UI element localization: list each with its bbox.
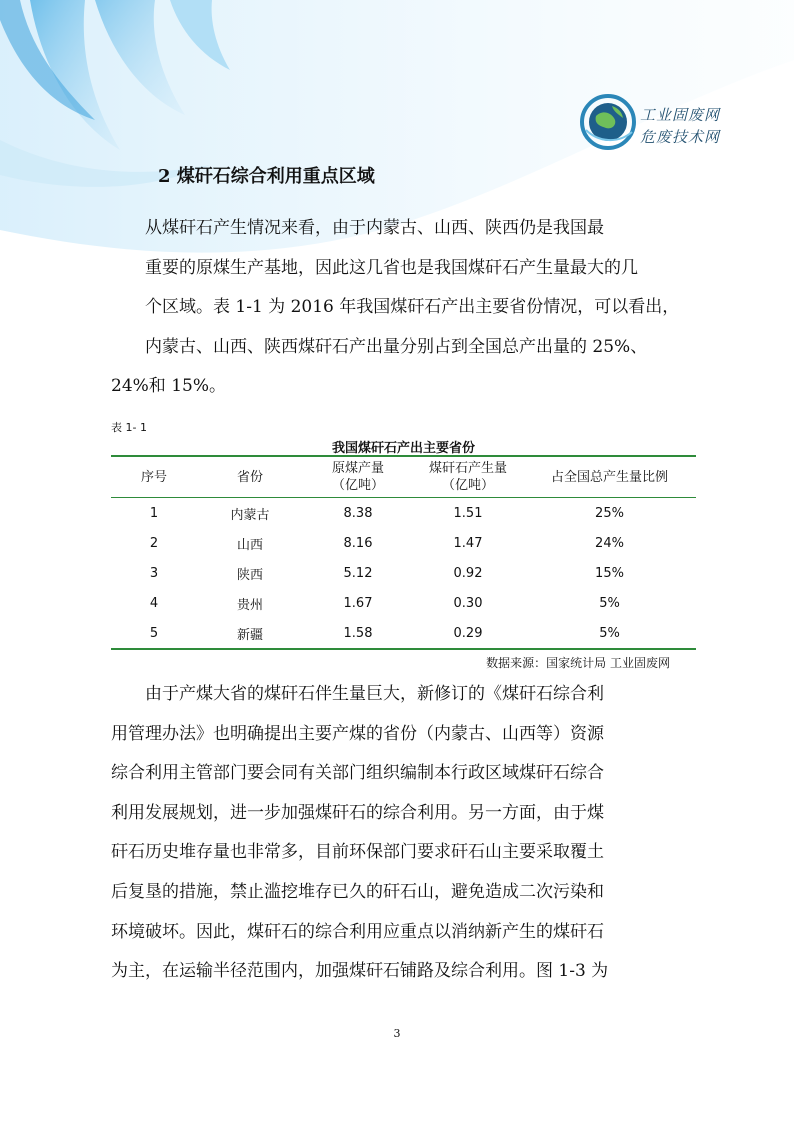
table-cell: 新疆 [236, 627, 263, 643]
table-cell: 24% [595, 535, 624, 551]
paragraph-line: 为主，在运输半径范围内，加强煤矸石铺路及综合利用。图 1-3 为 [111, 961, 609, 982]
table-cell: 0.29 [453, 625, 483, 641]
table-cell: 8.16 [343, 535, 373, 551]
logo-line-1: 工业固废网 [640, 106, 721, 124]
table-cell: 0.30 [453, 595, 483, 611]
table-cell: 5% [599, 595, 620, 611]
table-cell: 贵州 [236, 597, 263, 613]
paragraph-line: 24%和 15%。 [111, 376, 226, 397]
paragraph-line: 后复垦的措施，禁止滥挖堆存已久的矸石山，避免造成二次污染和 [111, 881, 604, 902]
section-heading: 2 煤矸石综合利用重点区域 [158, 166, 375, 187]
table-cell: 1.51 [453, 505, 483, 521]
logo-text [640, 104, 720, 148]
table-row [111, 498, 696, 529]
paragraph-line: 矸石历史堆存量也非常多，目前环保部门要求矸石山主要采取覆土 [111, 842, 604, 863]
table-cell: 1 [149, 505, 159, 521]
table-cell: 15% [595, 565, 624, 581]
paragraph-line: 个区域。表 1-1 为 2016 年我国煤矸石产出主要省份情况，可以看出， [145, 297, 680, 318]
header-cell: 省份 [236, 469, 263, 485]
data-table [111, 455, 696, 650]
header-cell: 序号 [140, 469, 167, 485]
table-label: 表 1- 1 [111, 421, 147, 434]
table-cell: 25% [595, 505, 624, 521]
table-cell: 5% [599, 625, 620, 641]
table-cell: 1.67 [343, 595, 373, 611]
paragraph-1 [111, 209, 680, 407]
paragraph-line: 重要的原煤生产基地，因此这几省也是我国煤矸石产生量最大的几 [145, 257, 638, 278]
table-cell: 1.47 [453, 535, 483, 551]
table-cell: 2 [149, 535, 159, 551]
table-cell: 4 [149, 595, 159, 611]
paragraph-line: 环境破坏。因此，煤矸石的综合利用应重点以消纳新产生的煤矸石 [111, 921, 604, 942]
table-cell: 陕西 [236, 567, 263, 583]
paragraph-line: 利用发展规划，进一步加强煤矸石的综合利用。另一方面，由于煤 [111, 802, 604, 823]
table-row [111, 558, 696, 588]
header-cell: 原煤产量 （亿吨） [331, 461, 384, 493]
logo-line-2: 危废技术网 [640, 128, 721, 146]
table-cell: 山西 [236, 537, 263, 553]
page-number: 3 [393, 1027, 401, 1040]
table-cell: 5 [149, 625, 159, 641]
table-cell: 0.92 [453, 565, 483, 581]
paragraph-2 [111, 675, 671, 992]
paragraph-line: 内蒙古、山西、陕西煤矸石产出量分别占到全国总产出量的 25%、 [145, 336, 648, 357]
table-cell: 5.12 [343, 565, 373, 581]
table-cell: 1.58 [343, 625, 373, 641]
table-cell: 内蒙古 [230, 507, 270, 523]
table-cell: 3 [149, 565, 159, 581]
header-cell: 占全国总产生量比例 [550, 469, 668, 485]
header-cell: 煤矸石产生量 （亿吨） [428, 461, 507, 493]
table-row [111, 618, 696, 649]
table-header-row [111, 456, 696, 498]
paragraph-line: 综合利用主管部门要会同有关部门组织编制本行政区域煤矸石综合 [111, 763, 604, 784]
paragraph-line: 从煤矸石产生情况来看，由于内蒙古、山西、陕西仍是我国最 [145, 218, 604, 238]
table-row [111, 528, 696, 558]
paragraph-line: 用管理办法》也明确提出主要产煤的省份（内蒙古、山西等）资源 [111, 723, 604, 744]
table-row [111, 588, 696, 618]
table-title: 我国煤矸石产出主要省份 [331, 441, 475, 456]
paragraph-line: 由于产煤大省的煤矸石伴生量巨大，新修订的《煤矸石综合利 [145, 684, 604, 704]
table-cell: 8.38 [343, 505, 373, 521]
table-source: 数据来源：国家统计局 工业固废网 [486, 656, 670, 670]
